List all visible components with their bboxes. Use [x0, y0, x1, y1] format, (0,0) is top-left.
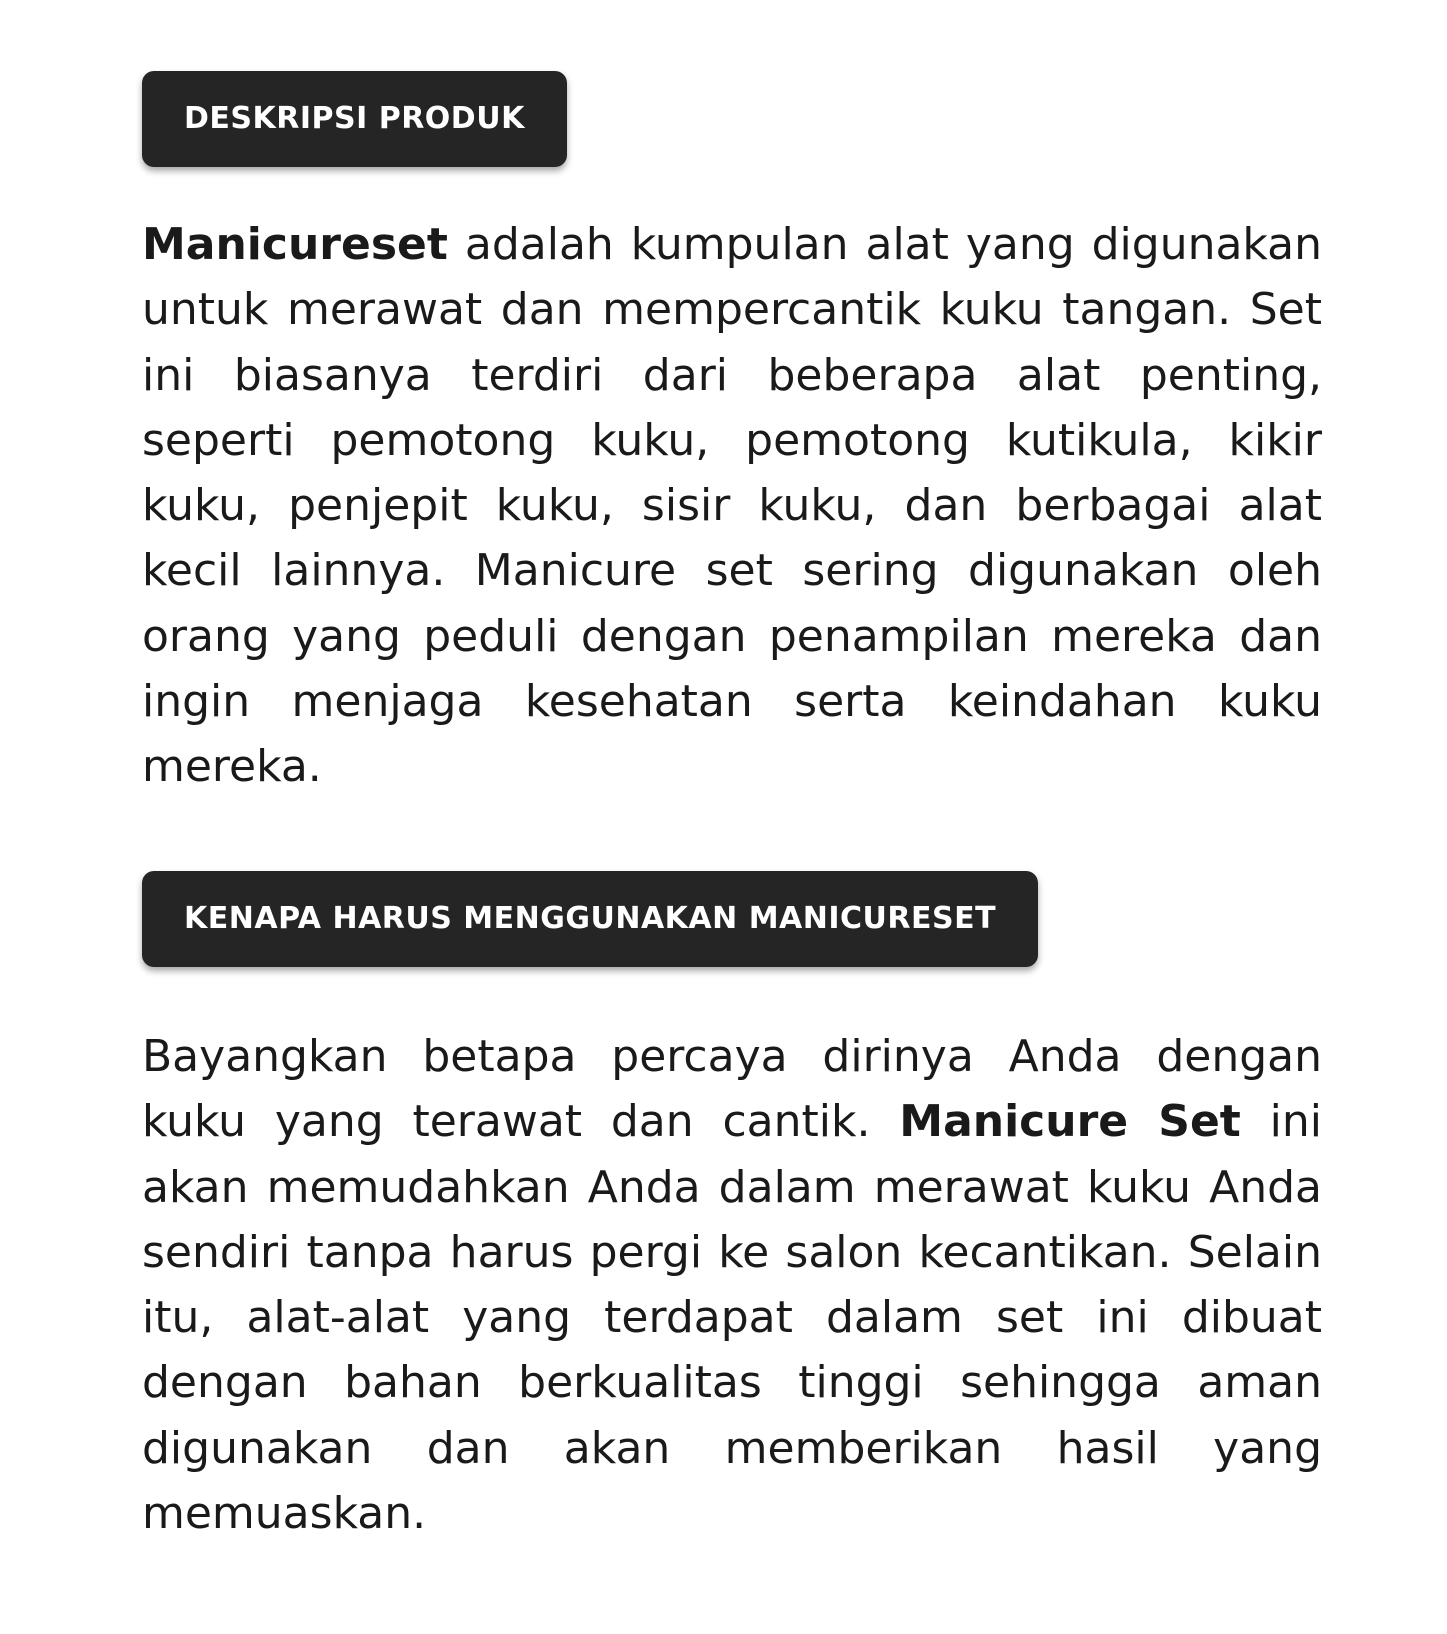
why-use-text-before: Bayangkan betapa percaya dirinya Anda dengan kuku yang terawat dan cantik.: [142, 1031, 1322, 1148]
product-name-bold: Manicureset: [142, 219, 448, 270]
section-description: [142, 71, 1322, 167]
description-paragraph: [142, 212, 1322, 800]
description-text: adalah kumpulan alat yang digunakan untuk merawat dan mempercantik kuku tangan. Set ini biasanya terdiri dari beberapa alat penting, seperti pemotong kuku, pemotong kutikula, kikir kuku, penjepit kuku, sisir kuku, dan berbagai alat kecil lainnya. Manicure set sering digunakan oleh orang yang peduli dengan penampilan mereka dan ingin menjaga kesehatan serta keindahan kuku mereka.: [142, 219, 1322, 793]
description-heading: DESKRIPSI PRODUK: [142, 71, 567, 167]
manicure-set-bold: Manicure Set: [899, 1096, 1241, 1148]
section-why-use: [142, 871, 1322, 967]
why-use-heading: KENAPA HARUS MENGGUNAKAN MANICURESET: [142, 871, 1038, 967]
why-use-text-after: ini akan memudahkan Anda dalam merawat kuku Anda sendiri tanpa harus pergi ke salon kecantikan. Selain itu, alat-alat yang terdapat dalam set ini dibuat dengan bahan berkualitas tinggi sehingga aman digunakan dan akan memberikan hasil yang memuaskan.: [142, 1096, 1322, 1540]
why-use-paragraph: [142, 1024, 1322, 1546]
